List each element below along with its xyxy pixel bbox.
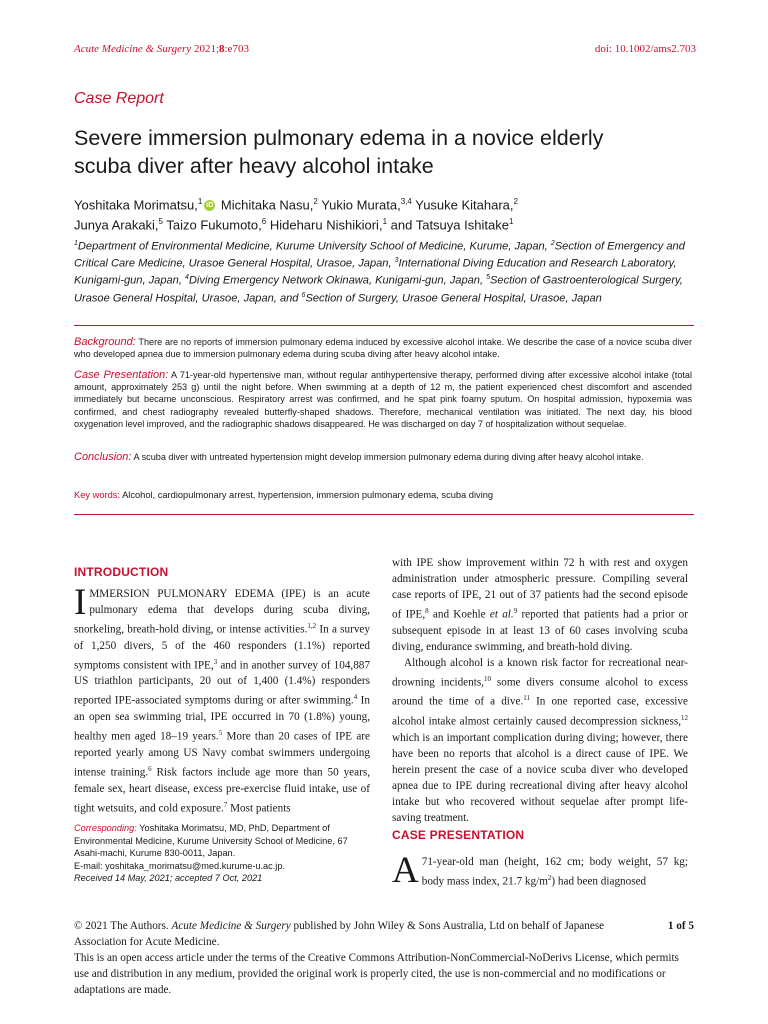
text-run: which is an important complication during diving; however, there have been no reports that alcohol is a direct cause of IPE. We herein present the case of a novice scuba diver who developed apnea due to IPE during recreational diving after heavy alcohol intake but who recovered without sequelae after prompt life-saving treatment.	[392, 731, 688, 824]
copyright-text	[74, 918, 654, 950]
abstract-text: A 71-year-old hypertensive man, without regular antihypertensive therapy, performed diving after excessive alcohol intake (total amount, approximately 253 g) until the night before. When swimming at a depth of 12 m, the patient experienced chest discomfort and ascended immediately but became unconscious. Respiratory arrest was confirmed, and he spat pink foamy sputum. On hospital admission, hypoxemia was confirmed, and chest radiography revealed butterfly-shaped shadows. Therefore, mechanical ventilation was initiated. The next day, his blood oxygenation level improved, and the radiographic shadows disappeared. He was discharged on day 7 of hospitalization without sequelae.	[74, 370, 692, 429]
affil-number: 4	[185, 274, 189, 282]
citation-ref[interactable]: 1,2	[307, 622, 317, 630]
author-affil-ref: 2	[313, 197, 318, 206]
journal-name: Acute Medicine & Surgery	[74, 43, 192, 55]
text-run: published by John Wiley & Sons Australia, Ltd on behalf of Japanese Association for Acute Medicine.	[74, 920, 605, 948]
text-run: reported that patients had a prior or subsequent episode in at least 13 of 60 cases involving scuba diving, endurance swimming, and breath-hold diving.	[392, 608, 688, 653]
page-number: 1 of 5	[667, 920, 694, 932]
text-run: Most patients	[227, 802, 291, 815]
text-run: ) had been diagnosed	[551, 875, 647, 888]
author-list	[74, 193, 704, 234]
drop-cap: I	[74, 582, 87, 623]
citation-ref[interactable]: 3	[213, 657, 218, 666]
received-accepted-dates: Received 14 May, 2021; accepted 7 Oct, 2021	[74, 873, 263, 884]
text-run: MMERSION PULMONARY EDEMA (IPE) is an acute pulmonary edema that develops during scuba diving, snorkeling, breath-hold diving, or intense activities.	[74, 588, 370, 636]
affiliations	[74, 237, 704, 306]
author-name[interactable]: Michitaka Nasu,	[220, 197, 314, 213]
affil-text: Diving Emergency Network Okinawa, Kunigami-gun, Japan,	[188, 275, 487, 288]
running-header-journal	[74, 43, 249, 55]
title-line-2: scuba diver after heavy alcohol intake	[74, 154, 434, 178]
orcid-icon[interactable]: iD	[206, 202, 214, 210]
journal-volume: 8	[219, 43, 225, 55]
author-name[interactable]: Hideharu Nishikiori,	[269, 217, 383, 233]
affil-number: 2	[550, 240, 555, 247]
correspondence-address: Yoshitaka Morimatsu, MD, PhD, Department of Environmental Medicine, Kurume University School of Medicine, 67 Asahi-machi, Kurume 830-0011, Japan.	[74, 823, 348, 859]
citation-ref[interactable]: 4	[353, 693, 358, 702]
paragraph	[392, 655, 688, 826]
drop-cap: A	[392, 850, 419, 891]
citation-ref[interactable]: 9	[513, 607, 518, 615]
citation-ref[interactable]: 7	[223, 800, 228, 809]
keywords-text: Alcohol, cardiopulmonary arrest, hypertension, immersion pulmonary edema, scuba diving	[122, 490, 494, 500]
right-column-text	[392, 555, 688, 826]
keywords-label: Key words:	[74, 490, 120, 500]
license-text: This is an open access article under the terms of the Creative Commons Attribution-NonCommercial-NoDerivs License, which permits use and distribution in any medium, provided the original work is properly cited, the use is non-commercial and no modifications or adaptations are made.	[74, 952, 679, 996]
paragraph	[392, 555, 688, 655]
abstract-conclusion	[74, 451, 692, 463]
text-run: 71-year-old man (height, 162 cm; body weight, 57 kg; body mass index, 21.7 kg/m	[421, 856, 688, 888]
journal-name: Acute Medicine & Surgery	[171, 920, 291, 932]
author-name[interactable]: Junya Arakaki,	[74, 217, 159, 233]
journal-year: 2021;	[193, 43, 219, 55]
abstract-background	[74, 336, 692, 360]
case-paragraph	[392, 850, 688, 891]
author-affil-ref: 5	[158, 217, 163, 227]
copyright-line	[74, 918, 694, 950]
author-affil-ref: 1	[197, 197, 203, 206]
abstract-top-rule	[74, 325, 694, 326]
citation-ref[interactable]: 6	[148, 764, 152, 773]
author-name[interactable]: Yukio Murata,	[321, 197, 401, 213]
author-line-2	[74, 213, 704, 233]
text-run: and in another survey of 104,887 US triathlon participants, 20 out of 1,400 (1.4%) responders reported IPE-associated symptoms during or after swimming.	[74, 659, 370, 708]
abstract-label: Conclusion:	[74, 451, 132, 463]
intro-paragraph	[74, 582, 371, 816]
citation-ref[interactable]: 11	[523, 694, 531, 703]
et-al: et al.	[489, 608, 514, 621]
keywords	[74, 490, 493, 500]
author-name[interactable]: Taizo Fukumoto,	[166, 217, 262, 233]
author-affil-ref: 2	[513, 197, 518, 206]
abstract-bottom-rule	[74, 514, 694, 515]
article-title	[74, 124, 704, 180]
text-run: Risk factors include age more than 50 years, female sex, heart disease, excess pre-exercise fluid intake, use of tight wetsuits, and cold exposure.	[74, 766, 370, 815]
text-run: and Koehle	[428, 608, 490, 621]
citation-ref[interactable]: 8	[425, 607, 429, 615]
citation-ref[interactable]: 12	[681, 714, 688, 723]
article-type: Case Report	[74, 90, 164, 107]
author-line-1	[74, 193, 704, 213]
case-presentation-heading: CASE PRESENTATION	[392, 828, 525, 842]
affil-text: Section of Emergency and Critical Care Medicine, Urasoe General Hospital, Urasoe, Japan,	[74, 240, 685, 270]
intro-heading: INTRODUCTION	[74, 565, 169, 579]
correspondence-block	[74, 822, 370, 885]
abstract-case	[74, 369, 692, 430]
text-run: Although alcohol is a known risk factor for recreational near-drowning incidents,	[392, 656, 688, 689]
author-name[interactable]: Yoshitaka Morimatsu,	[74, 197, 198, 213]
text-run: some divers consume alcohol to excess around the time of a dive.	[392, 676, 688, 709]
affil-number: 3	[394, 257, 399, 265]
page-footer	[74, 918, 694, 998]
affil-text: International Diving Education and Research Laboratory, Kunigami-gun, Japan,	[74, 257, 677, 288]
correspondence-email[interactable]: E-mail: yoshitaka_morimatsu@med.kurume-u.ac.jp.	[74, 860, 286, 871]
affil-text: Section of Gastroenterological Surgery, Urasoe General Hospital, Urasoe, Japan, and	[74, 275, 683, 305]
abstract-text: There are no reports of immersion pulmonary edema induced by excessive alcohol intake. We describe the case of a novice scuba diver who developed apnea due to immersion pulmonary edema during scuba diving after heavy alcohol intake.	[74, 337, 692, 360]
author-name[interactable]: and Tatsuya Ishitake	[390, 217, 509, 233]
text-run: In an open sea swimming trial, IPE occurred in 70 (1.8%) young, healthy men aged 18–19 years.	[74, 695, 371, 743]
citation-ref[interactable]: 5	[218, 729, 223, 738]
text-run: © 2021 The Authors.	[74, 920, 172, 932]
text-run: In a survey of 1,250 divers, 5 of the 460 responders (1.1%) reported symptoms consistent with IPE,	[74, 623, 370, 672]
abstract-label: Background:	[74, 336, 136, 348]
correspondence-label: Corresponding:	[74, 823, 137, 833]
affil-number: 5	[486, 274, 491, 282]
author-name[interactable]: Yusuke Kitahara,	[415, 197, 514, 213]
affil-number: 6	[301, 291, 306, 299]
author-affil-ref: 6	[261, 217, 267, 227]
author-affil-ref: 1	[508, 217, 514, 227]
journal-article-id: :e703	[224, 43, 249, 55]
citation-ref[interactable]: 10	[483, 674, 491, 683]
text-run: In one reported case, excessive alcohol intake almost certainly caused decompression sickness,	[392, 696, 688, 728]
abstract-text: A scuba diver with untreated hypertension might develop immersion pulmonary edema during diving after heavy alcohol intake.	[133, 452, 644, 462]
title-line-1: Severe immersion pulmonary edema in a novice elderly	[74, 126, 604, 150]
text-run: with IPE show improvement within 72 h with rest and oxygen administration under atmospheric pressure. Compiling several case reports of IPE, 21 out of 37 patients had the second episode of IPE,	[392, 557, 688, 621]
text-run: More than 20 cases of IPE are reported yearly among US Navy combat swimmers undergoing intense training.	[74, 730, 370, 779]
author-affil-ref: 3,4	[400, 197, 412, 206]
running-header-doi[interactable]: doi: 10.1002/ams2.703	[594, 43, 696, 55]
affil-text: Section of Surgery, Urasoe General Hospital, Urasoe, Japan	[305, 292, 602, 305]
abstract-label: Case Presentation:	[74, 369, 169, 381]
superscript: 2	[547, 874, 552, 882]
author-affil-ref: 1	[382, 217, 388, 227]
affil-text: Department of Environmental Medicine, Kurume University School of Medicine, Kurume, Japan,	[77, 240, 551, 253]
affil-number: 1	[74, 240, 78, 247]
